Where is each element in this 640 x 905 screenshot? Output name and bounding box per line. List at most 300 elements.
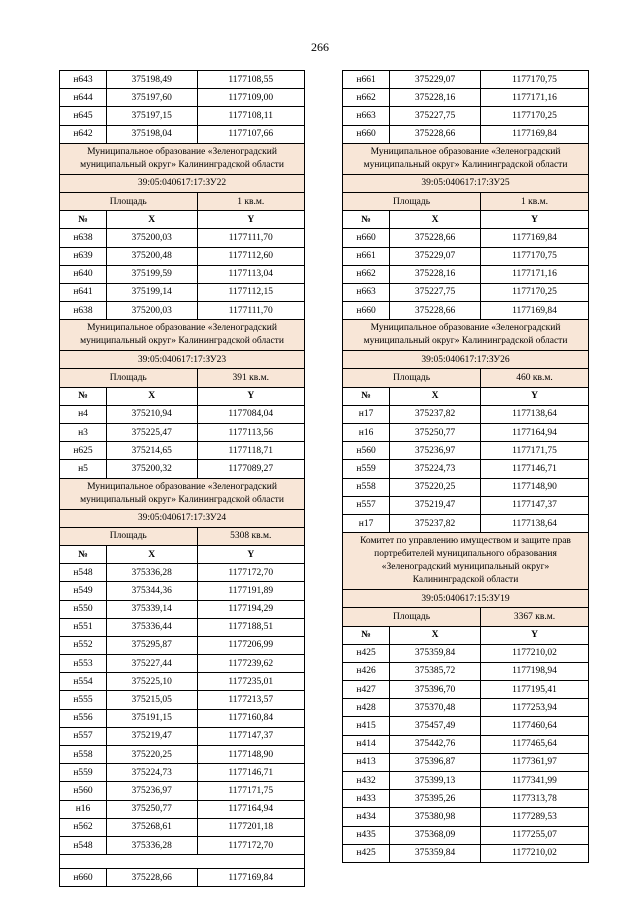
y-coordinate: 1177341,99: [481, 772, 589, 790]
y-coordinate: 1177191,89: [197, 582, 305, 600]
x-coordinate: 375228,66: [106, 869, 197, 887]
table-row: [60, 618, 305, 636]
point-id: н550: [60, 600, 107, 618]
point-id: н17: [343, 514, 390, 532]
y-coordinate: 1177148,90: [481, 478, 589, 496]
header-x: X: [390, 211, 481, 229]
point-id: н548: [60, 564, 107, 582]
table-row: [60, 283, 305, 301]
municipality-row: [60, 143, 305, 174]
x-coordinate: 375228,66: [390, 125, 481, 143]
table-row: [60, 71, 305, 89]
y-coordinate: 1177164,94: [481, 424, 589, 442]
x-coordinate: 375200,32: [106, 460, 197, 478]
point-id: н558: [343, 478, 390, 496]
table-row: [60, 800, 305, 818]
point-id: н661: [343, 71, 390, 89]
x-coordinate: 375199,59: [106, 265, 197, 283]
point-id: н425: [343, 844, 390, 862]
point-id: н413: [343, 753, 390, 771]
x-coordinate: 375227,75: [390, 107, 481, 125]
y-coordinate: 1177084,04: [197, 405, 305, 423]
table-row: [60, 442, 305, 460]
y-coordinate: 1177108,11: [197, 107, 305, 125]
x-coordinate: 375228,66: [390, 302, 481, 320]
cadastral-row: [343, 351, 589, 369]
table-row: [60, 600, 305, 618]
table-row: [343, 283, 589, 301]
table-row: [343, 699, 589, 717]
table-row: [343, 717, 589, 735]
header-y: Y: [481, 387, 589, 405]
municipality-name: Муниципальное образование «Зеленоградский муниципальный округ» Калининградской области: [60, 478, 305, 509]
area-value: 1 кв.м.: [481, 192, 589, 210]
area-row: [60, 527, 305, 545]
y-coordinate: 1177146,71: [481, 460, 589, 478]
x-coordinate: 375336,44: [106, 618, 197, 636]
point-id: н554: [60, 673, 107, 691]
point-id: н434: [343, 808, 390, 826]
y-coordinate: 1177138,64: [481, 405, 589, 423]
y-coordinate: 1177239,62: [197, 655, 305, 673]
y-coordinate: 1177465,64: [481, 735, 589, 753]
x-coordinate: 375359,84: [390, 644, 481, 662]
point-id: н560: [343, 442, 390, 460]
area-label: Площадь: [343, 608, 481, 626]
table-row: [60, 673, 305, 691]
table-row: [60, 125, 305, 143]
y-coordinate: 1177253,94: [481, 699, 589, 717]
table-row: [60, 229, 305, 247]
header-number: №: [343, 387, 390, 405]
cadastral-row: [60, 174, 305, 192]
x-coordinate: 375237,82: [390, 514, 481, 532]
table-row: [60, 709, 305, 727]
point-id: н638: [60, 302, 107, 320]
y-coordinate: 1177169,84: [197, 869, 305, 887]
point-id: н426: [343, 662, 390, 680]
point-id: н560: [60, 782, 107, 800]
table-row: [343, 681, 589, 699]
table-row: [60, 89, 305, 107]
table-row: [60, 424, 305, 442]
cadastral-row: [60, 351, 305, 369]
table-row: [60, 265, 305, 283]
table-row: [60, 564, 305, 582]
x-coordinate: 375215,05: [106, 691, 197, 709]
point-id: н559: [60, 764, 107, 782]
point-id: н549: [60, 582, 107, 600]
x-coordinate: 375385,72: [390, 662, 481, 680]
table-row: [343, 302, 589, 320]
x-coordinate: 375198,49: [106, 71, 197, 89]
table-row: [60, 691, 305, 709]
table-row: [343, 514, 589, 532]
table-row: [60, 764, 305, 782]
area-row: [60, 369, 305, 387]
x-coordinate: 375237,82: [390, 405, 481, 423]
x-coordinate: 375399,13: [390, 772, 481, 790]
left-column: [59, 70, 305, 887]
point-id: н663: [343, 107, 390, 125]
point-id: н660: [343, 125, 390, 143]
x-coordinate: 375224,73: [106, 764, 197, 782]
point-id: н552: [60, 636, 107, 654]
table-row: [60, 460, 305, 478]
y-coordinate: 1177169,84: [481, 125, 589, 143]
point-id: н559: [343, 460, 390, 478]
x-coordinate: 375228,16: [390, 265, 481, 283]
table-row: [60, 655, 305, 673]
point-id: н435: [343, 826, 390, 844]
table-row: [343, 247, 589, 265]
point-id: н662: [343, 89, 390, 107]
table-row: [60, 107, 305, 125]
y-coordinate: 1177460,64: [481, 717, 589, 735]
x-coordinate: 375228,66: [390, 229, 481, 247]
x-coordinate: 375344,36: [106, 582, 197, 600]
point-id: н555: [60, 691, 107, 709]
x-coordinate: 375224,73: [390, 460, 481, 478]
area-value: 3367 кв.м.: [481, 608, 589, 626]
point-id: н645: [60, 107, 107, 125]
y-coordinate: 1177171,75: [197, 782, 305, 800]
right-column: [342, 70, 589, 863]
area-value: 5308 кв.м.: [197, 527, 305, 545]
cadastral-number: 39:05:040617:17:ЗУ24: [60, 509, 305, 527]
cadastral-number: 39:05:040617:17:ЗУ26: [343, 351, 589, 369]
header-row: [60, 545, 305, 563]
x-coordinate: 375370,48: [390, 699, 481, 717]
table-row: [343, 424, 589, 442]
area-value: 460 кв.м.: [481, 369, 589, 387]
table-row: [343, 826, 589, 844]
y-coordinate: 1177170,75: [481, 247, 589, 265]
blank-row: [60, 855, 305, 869]
table-row: [60, 582, 305, 600]
y-coordinate: 1177201,18: [197, 818, 305, 836]
table-row: [343, 89, 589, 107]
y-coordinate: 1177313,78: [481, 790, 589, 808]
point-id: н639: [60, 247, 107, 265]
table-row: [343, 442, 589, 460]
table-row: [60, 869, 305, 887]
y-coordinate: 1177194,29: [197, 600, 305, 618]
x-coordinate: 375336,28: [106, 564, 197, 582]
x-coordinate: 375380,98: [390, 808, 481, 826]
table-row: [60, 405, 305, 423]
point-id: н557: [343, 496, 390, 514]
point-id: н427: [343, 681, 390, 699]
header-x: X: [106, 387, 197, 405]
x-coordinate: 375197,15: [106, 107, 197, 125]
y-coordinate: 1177169,84: [481, 302, 589, 320]
y-coordinate: 1177172,70: [197, 564, 305, 582]
table-row: [60, 836, 305, 854]
table-row: [60, 636, 305, 654]
y-coordinate: 1177198,94: [481, 662, 589, 680]
x-coordinate: 375396,87: [390, 753, 481, 771]
area-label: Площадь: [343, 192, 481, 210]
header-row: [343, 211, 589, 229]
municipality-name: Муниципальное образование «Зеленоградский муниципальный округ» Калининградской области: [343, 143, 589, 174]
point-id: н558: [60, 746, 107, 764]
header-x: X: [106, 545, 197, 563]
point-id: н553: [60, 655, 107, 673]
x-coordinate: 375396,70: [390, 681, 481, 699]
table-row: [60, 247, 305, 265]
right-coordinates-table: [342, 70, 589, 863]
table-row: [343, 265, 589, 283]
table-row: [343, 772, 589, 790]
point-id: н660: [343, 302, 390, 320]
y-coordinate: 1177113,56: [197, 424, 305, 442]
table-row: [343, 844, 589, 862]
x-coordinate: 375220,25: [390, 478, 481, 496]
y-coordinate: 1177112,15: [197, 283, 305, 301]
x-coordinate: 375225,47: [106, 424, 197, 442]
header-row: [60, 211, 305, 229]
point-id: н415: [343, 717, 390, 735]
x-coordinate: 375457,49: [390, 717, 481, 735]
x-coordinate: 375227,75: [390, 283, 481, 301]
point-id: н638: [60, 229, 107, 247]
point-id: н662: [343, 265, 390, 283]
header-y: Y: [197, 387, 305, 405]
point-id: н433: [343, 790, 390, 808]
x-coordinate: 375225,10: [106, 673, 197, 691]
x-coordinate: 375442,76: [390, 735, 481, 753]
table-row: [343, 735, 589, 753]
municipality-name: Комитет по управлению имуществом и защите прав портребителей муниципального образования «Зеленоградский муниципальный округ» Калининградской области: [343, 533, 589, 590]
y-coordinate: 1177171,75: [481, 442, 589, 460]
municipality-row: [343, 143, 589, 174]
table-row: [343, 460, 589, 478]
area-label: Площадь: [60, 192, 198, 210]
y-coordinate: 1177160,84: [197, 709, 305, 727]
municipality-row: [60, 478, 305, 509]
point-id: н16: [60, 800, 107, 818]
cadastral-number: 39:05:040617:17:ЗУ23: [60, 351, 305, 369]
x-coordinate: 375191,15: [106, 709, 197, 727]
y-coordinate: 1177146,71: [197, 764, 305, 782]
table-row: [60, 782, 305, 800]
x-coordinate: 375336,28: [106, 836, 197, 854]
area-value: 1 кв.м.: [197, 192, 305, 210]
y-coordinate: 1177111,70: [197, 229, 305, 247]
area-row: [60, 192, 305, 210]
y-coordinate: 1177164,94: [197, 800, 305, 818]
point-id: н414: [343, 735, 390, 753]
header-number: №: [60, 387, 107, 405]
table-row: [343, 753, 589, 771]
table-row: [60, 746, 305, 764]
table-row: [343, 496, 589, 514]
point-id: н425: [343, 644, 390, 662]
point-id: н562: [60, 818, 107, 836]
y-coordinate: 1177169,84: [481, 229, 589, 247]
point-id: н551: [60, 618, 107, 636]
y-coordinate: 1177255,07: [481, 826, 589, 844]
area-value: 391 кв.м.: [197, 369, 305, 387]
table-row: [60, 818, 305, 836]
x-coordinate: 375229,07: [390, 71, 481, 89]
point-id: н557: [60, 727, 107, 745]
y-coordinate: 1177289,53: [481, 808, 589, 826]
area-row: [343, 608, 589, 626]
header-x: X: [390, 387, 481, 405]
header-row: [60, 387, 305, 405]
cadastral-number: 39:05:040617:17:ЗУ25: [343, 174, 589, 192]
point-id: н660: [60, 869, 107, 887]
x-coordinate: 375227,44: [106, 655, 197, 673]
y-coordinate: 1177112,60: [197, 247, 305, 265]
point-id: н432: [343, 772, 390, 790]
x-coordinate: 375199,14: [106, 283, 197, 301]
x-coordinate: 375219,47: [390, 496, 481, 514]
table-row: [343, 790, 589, 808]
blank-cell: [60, 855, 305, 869]
x-coordinate: 375219,47: [106, 727, 197, 745]
point-id: н640: [60, 265, 107, 283]
point-id: н556: [60, 709, 107, 727]
table-row: [343, 229, 589, 247]
y-coordinate: 1177171,16: [481, 89, 589, 107]
x-coordinate: 375236,97: [106, 782, 197, 800]
area-label: Площадь: [343, 369, 481, 387]
y-coordinate: 1177213,57: [197, 691, 305, 709]
header-y: Y: [197, 545, 305, 563]
x-coordinate: 375228,16: [390, 89, 481, 107]
area-label: Площадь: [60, 527, 198, 545]
point-id: н661: [343, 247, 390, 265]
y-coordinate: 1177170,25: [481, 107, 589, 125]
municipality-row: [343, 320, 589, 351]
x-coordinate: 375197,60: [106, 89, 197, 107]
y-coordinate: 1177113,04: [197, 265, 305, 283]
y-coordinate: 1177361,97: [481, 753, 589, 771]
point-id: н17: [343, 405, 390, 423]
x-coordinate: 375200,03: [106, 229, 197, 247]
municipality-name: Муниципальное образование «Зеленоградский муниципальный округ» Калининградской области: [60, 143, 305, 174]
municipality-name: Муниципальное образование «Зеленоградский муниципальный округ» Калининградской области: [60, 320, 305, 351]
y-coordinate: 1177172,70: [197, 836, 305, 854]
point-id: н642: [60, 125, 107, 143]
area-label: Площадь: [60, 369, 198, 387]
x-coordinate: 375368,09: [390, 826, 481, 844]
point-id: н660: [343, 229, 390, 247]
cadastral-row: [343, 590, 589, 608]
point-id: н644: [60, 89, 107, 107]
y-coordinate: 1177210,02: [481, 844, 589, 862]
point-id: н428: [343, 699, 390, 717]
y-coordinate: 1177111,70: [197, 302, 305, 320]
x-coordinate: 375359,84: [390, 844, 481, 862]
y-coordinate: 1177171,16: [481, 265, 589, 283]
area-row: [343, 369, 589, 387]
y-coordinate: 1177235,01: [197, 673, 305, 691]
x-coordinate: 375200,03: [106, 302, 197, 320]
point-id: н663: [343, 283, 390, 301]
y-coordinate: 1177170,75: [481, 71, 589, 89]
y-coordinate: 1177188,51: [197, 618, 305, 636]
x-coordinate: 375268,61: [106, 818, 197, 836]
x-coordinate: 375214,65: [106, 442, 197, 460]
x-coordinate: 375250,77: [390, 424, 481, 442]
header-y: Y: [197, 211, 305, 229]
header-number: №: [343, 626, 390, 644]
header-x: X: [390, 626, 481, 644]
y-coordinate: 1177109,00: [197, 89, 305, 107]
x-coordinate: 375250,77: [106, 800, 197, 818]
y-coordinate: 1177170,25: [481, 283, 589, 301]
x-coordinate: 375295,87: [106, 636, 197, 654]
x-coordinate: 375229,07: [390, 247, 481, 265]
cadastral-row: [343, 174, 589, 192]
header-number: №: [60, 545, 107, 563]
x-coordinate: 375200,48: [106, 247, 197, 265]
table-row: [343, 808, 589, 826]
header-x: X: [106, 211, 197, 229]
table-row: [343, 662, 589, 680]
header-number: №: [60, 211, 107, 229]
municipality-row: [343, 533, 589, 590]
page-number: 266: [311, 40, 329, 54]
cadastral-row: [60, 509, 305, 527]
table-row: [343, 107, 589, 125]
municipality-name: Муниципальное образование «Зеленоградский муниципальный округ» Калининградской области: [343, 320, 589, 351]
header-row: [343, 387, 589, 405]
point-id: н4: [60, 405, 107, 423]
point-id: н548: [60, 836, 107, 854]
point-id: н16: [343, 424, 390, 442]
table-row: [343, 644, 589, 662]
point-id: н641: [60, 283, 107, 301]
point-id: н3: [60, 424, 107, 442]
y-coordinate: 1177118,71: [197, 442, 305, 460]
header-number: №: [343, 211, 390, 229]
x-coordinate: 375236,97: [390, 442, 481, 460]
header-y: Y: [481, 626, 589, 644]
x-coordinate: 375198,04: [106, 125, 197, 143]
y-coordinate: 1177147,37: [481, 496, 589, 514]
y-coordinate: 1177107,66: [197, 125, 305, 143]
y-coordinate: 1177108,55: [197, 71, 305, 89]
table-row: [343, 478, 589, 496]
y-coordinate: 1177206,99: [197, 636, 305, 654]
header-row: [343, 626, 589, 644]
header-y: Y: [481, 211, 589, 229]
cadastral-number: 39:05:040617:17:ЗУ22: [60, 174, 305, 192]
table-row: [343, 405, 589, 423]
table-row: [343, 71, 589, 89]
x-coordinate: 375210,94: [106, 405, 197, 423]
y-coordinate: 1177210,02: [481, 644, 589, 662]
y-coordinate: 1177138,64: [481, 514, 589, 532]
y-coordinate: 1177147,37: [197, 727, 305, 745]
x-coordinate: 375220,25: [106, 746, 197, 764]
point-id: н643: [60, 71, 107, 89]
cadastral-number: 39:05:040617:15:ЗУ19: [343, 590, 589, 608]
area-row: [343, 192, 589, 210]
point-id: н5: [60, 460, 107, 478]
table-row: [343, 125, 589, 143]
table-row: [60, 302, 305, 320]
y-coordinate: 1177195,41: [481, 681, 589, 699]
y-coordinate: 1177089,27: [197, 460, 305, 478]
left-coordinates-table: [59, 70, 305, 887]
table-row: [60, 727, 305, 745]
